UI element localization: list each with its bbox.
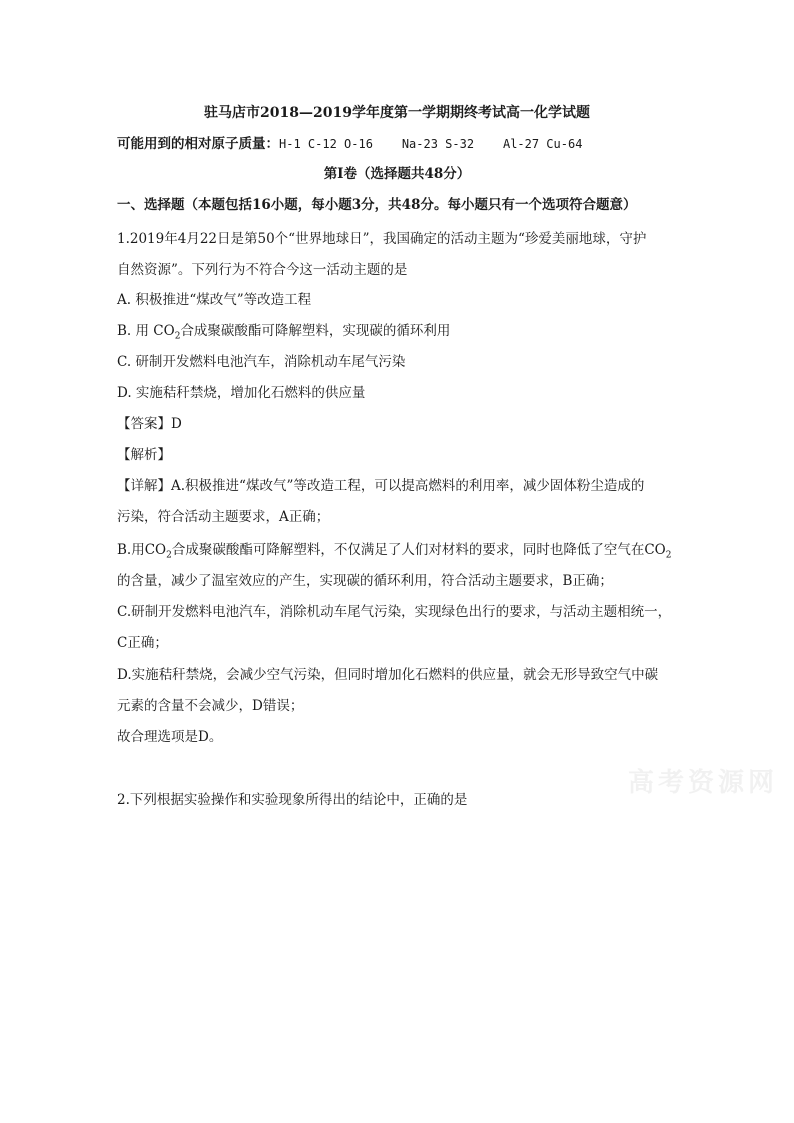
q1-stem-line-1: 1.2019年4月22日是第50个“世界地球日”，我国确定的活动主题为“珍爱美丽地球，守护 xyxy=(117,231,647,247)
q1-detail-line-5: C.研制开发燃料电池汽车，消除机动车尾气污染，实现绿色出行的要求，与活动主题相统一， xyxy=(117,604,672,620)
q1-detail-line-1: 【详解】A.积极推进“煤改气”等改造工程，可以提高燃料的利用率，减少固体粉尘造成的 xyxy=(117,478,645,494)
q1-option-b-subscript: 2 xyxy=(174,331,181,342)
q1-answer: 【答案】D xyxy=(117,416,182,432)
q1-option-a: A. 积极推进“煤改气”等改造工程 xyxy=(117,292,312,308)
atomic-masses-label: 可能用到的相对原子质量： xyxy=(117,136,279,152)
q1-option-c: C. 研制开发燃料电池汽车，消除机动车尾气污染 xyxy=(117,354,406,370)
q2-stem: 2.下列根据实验操作和实验现象所得出的结论中，正确的是 xyxy=(117,792,468,808)
q1-detail-line-4: 的含量，减少了温室效应的产生，实现碳的循环利用，符合活动主题要求，B正确； xyxy=(117,573,613,589)
q1-option-b-prefix: B. 用 CO xyxy=(117,323,175,339)
q1-option-d: D. 实施秸秆禁烧，增加化石燃料的供应量 xyxy=(117,385,366,401)
q1-option-b xyxy=(117,322,450,346)
q1-detail-line-3-subscript: 2 xyxy=(166,550,172,561)
q1-detail-line-7: D.实施秸秆禁烧，会减少空气污染，但同时增加化石燃料的供应量，就会无形导致空气中碳 xyxy=(117,667,659,683)
q1-detail-line-3-prefix: B.用CO xyxy=(117,542,167,558)
atomic-masses-values: H-1 C-12 O-16 Na-23 S-32 Al-27 Cu-64 xyxy=(279,137,583,151)
part-heading: 一、选择题（本题包括16小题，每小题3分，共48分。每小题只有一个选项符合题意） xyxy=(117,197,637,213)
q1-detail-line-8: 元素的含量不会减少，D错误； xyxy=(117,698,304,714)
q1-detail-line-2: 污染，符合活动主题要求，A正确； xyxy=(117,509,330,525)
q1-detail-line-9: 故合理选项是D。 xyxy=(117,729,223,745)
q1-analysis-heading: 【解析】 xyxy=(117,447,171,463)
exam-title: 驻马店市2018—2019学年度第一学期期终考试高一化学试题 xyxy=(204,105,590,121)
atomic-masses-line xyxy=(117,135,582,153)
watermark-logo: 高考资源网 xyxy=(628,768,779,798)
q1-detail-line-3-subscript-2: 2 xyxy=(665,550,672,561)
q1-detail-line-3 xyxy=(117,541,671,565)
q1-stem-line-2: 自然资源”。下列行为不符合今这一活动主题的是 xyxy=(117,262,408,278)
q1-option-b-text: 合成聚碳酸酯可降解塑料，实现碳的循环利用 xyxy=(180,323,451,339)
q1-detail-line-3-text: 合成聚碳酸酯可降解塑料，不仅满足了人们对材料的要求，同时也降低了空气在CO xyxy=(171,542,666,558)
section-title: 第Ⅰ卷（选择题共48分） xyxy=(323,166,471,182)
q1-detail-line-6: C正确； xyxy=(117,635,168,651)
